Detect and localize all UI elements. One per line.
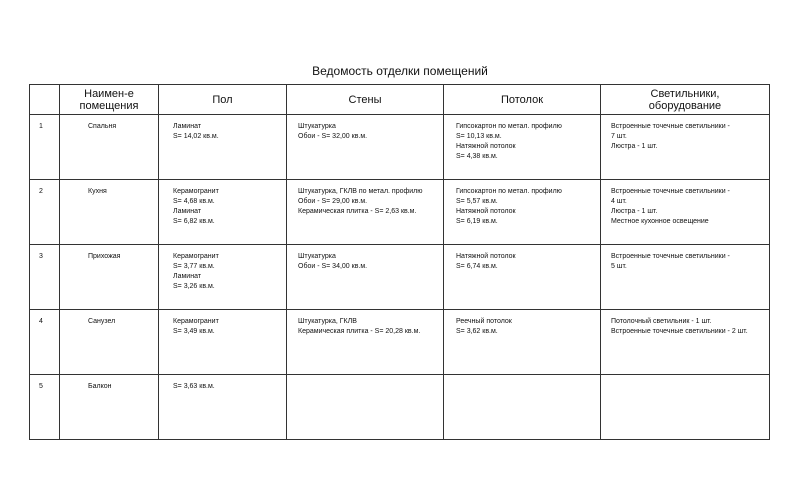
cell-line: S= 6,74 кв.м.: [456, 263, 498, 270]
cell-line: 4 шт.: [611, 198, 627, 205]
cell-line: S= 4,38 кв.м.: [456, 153, 498, 160]
table-body: [30, 115, 770, 440]
cell-line: Штукатурка: [298, 253, 336, 260]
header-name-line2: помещения: [79, 99, 139, 112]
header-ceiling: Потолок: [444, 85, 601, 115]
header-num: [30, 85, 60, 115]
finishing-schedule-table: [29, 84, 770, 440]
lights-cell: [601, 310, 770, 375]
document-title: Ведомость отделки помещений: [312, 64, 488, 78]
cell-line: S= 5,57 кв.м.: [456, 198, 498, 205]
row-number-cell: 3: [30, 245, 60, 310]
cell-line: S= 3,49 кв.м.: [173, 328, 215, 335]
lights-cell: [601, 115, 770, 180]
cell-line: 7 шт.: [611, 133, 627, 140]
ceiling-cell: [444, 245, 601, 310]
floor-cell: [159, 245, 287, 310]
floor-cell: [159, 310, 287, 375]
cell-line: S= 4,68 кв.м.: [173, 198, 215, 205]
header-name: [60, 85, 159, 115]
walls-cell: [287, 245, 444, 310]
walls-cell: [287, 115, 444, 180]
cell-line: Натяжной потолок: [456, 253, 516, 260]
header-walls: Стены: [287, 85, 444, 115]
header-lights-line1: Светильники,: [650, 87, 720, 100]
header-floor: Пол: [159, 85, 287, 115]
cell-line: Встроенные точечные светильники -: [611, 253, 730, 260]
ceiling-cell: [444, 115, 601, 180]
cell-line: Встроенные точечные светильники -: [611, 188, 730, 195]
cell-line: Ламинат: [173, 123, 202, 130]
cell-line: Обои - S= 32,00 кв.м.: [298, 133, 368, 140]
lights-cell: [601, 180, 770, 245]
header-row: [30, 85, 770, 115]
table-row: [30, 375, 770, 440]
table-row: [30, 180, 770, 245]
row-number-cell: 2: [30, 180, 60, 245]
room-name-cell: Прихожая: [60, 245, 159, 310]
walls-cell: [287, 375, 444, 440]
ceiling-cell: [444, 180, 601, 245]
table-row: [30, 310, 770, 375]
cell-line: Ламинат: [173, 208, 202, 215]
cell-line: Люстра - 1 шт.: [611, 143, 658, 150]
cell-line: S= 6,19 кв.м.: [456, 218, 498, 225]
room-name-cell: Спальня: [60, 115, 159, 180]
cell-line: Штукатурка, ГКЛВ: [298, 318, 357, 325]
cell-line: Потолочный светильник - 1 шт.: [611, 318, 712, 325]
row-number-cell: 4: [30, 310, 60, 375]
cell-line: Гипсокартон по метал. профилю: [456, 123, 562, 130]
room-name-cell: Санузел: [60, 310, 159, 375]
cell-line: Ламинат: [173, 273, 202, 280]
cell-line: Керамогранит: [173, 188, 219, 195]
walls-cell: [287, 310, 444, 375]
floor-cell: [159, 180, 287, 245]
cell-line: Штукатурка: [298, 123, 336, 130]
cell-line: S= 10,13 кв.м.: [456, 133, 502, 140]
room-name-cell: Кухня: [60, 180, 159, 245]
ceiling-cell: [444, 310, 601, 375]
table-row: [30, 245, 770, 310]
header-lights: [601, 85, 770, 115]
walls-cell: [287, 180, 444, 245]
lights-cell: [601, 245, 770, 310]
cell-line: Встроенные точечные светильники -: [611, 123, 730, 130]
cell-line: Керамическая плитка - S= 20,28 кв.м.: [298, 328, 421, 335]
floor-cell: [159, 115, 287, 180]
cell-line: S= 3,26 кв.м.: [173, 283, 215, 290]
cell-line: S= 3,62 кв.м.: [456, 328, 498, 335]
row-number-cell: 1: [30, 115, 60, 180]
cell-line: 5 шт.: [611, 263, 627, 270]
cell-line: Люстра - 1 шт.: [611, 208, 658, 215]
floor-cell: [159, 375, 287, 440]
room-name-cell: Балкон: [60, 375, 159, 440]
cell-line: Встроенные точечные светильники - 2 шт.: [611, 328, 748, 335]
cell-line: Натяжной потолок: [456, 143, 516, 150]
cell-line: Натяжной потолок: [456, 208, 516, 215]
cell-line: S= 6,82 кв.м.: [173, 218, 215, 225]
lights-cell: [601, 375, 770, 440]
cell-line: S= 14,02 кв.м.: [173, 133, 219, 140]
cell-line: Гипсокартон по метал. профилю: [456, 188, 562, 195]
cell-line: Обои - S= 29,00 кв.м.: [298, 198, 368, 205]
header-name-line1: Наимен-е: [84, 87, 134, 100]
cell-line: Местное кухонное освещение: [611, 218, 709, 225]
cell-line: Обои - S= 34,00 кв.м.: [298, 263, 368, 270]
cell-line: S= 3,63 кв.м.: [173, 383, 215, 390]
cell-line: Керамогранит: [173, 253, 219, 260]
ceiling-cell: [444, 375, 601, 440]
cell-line: Реечный потолок: [456, 318, 512, 325]
table-row: [30, 115, 770, 180]
cell-line: Керамогранит: [173, 318, 219, 325]
header-lights-line2: оборудование: [648, 99, 722, 112]
cell-line: Керамическая плитка - S= 2,63 кв.м.: [298, 208, 417, 215]
cell-line: Штукатурка, ГКЛВ по метал. профилю: [298, 188, 423, 195]
row-number-cell: 5: [30, 375, 60, 440]
cell-line: S= 3,77 кв.м.: [173, 263, 215, 270]
